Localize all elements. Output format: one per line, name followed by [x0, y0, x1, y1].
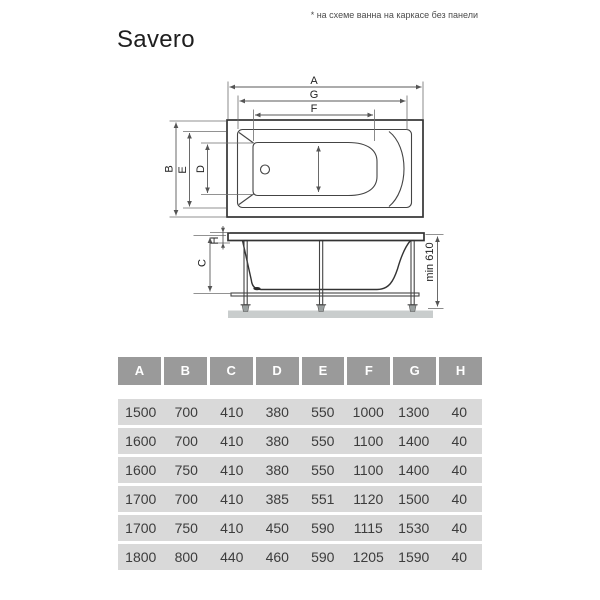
frame-bottom-bar: [231, 293, 419, 296]
table-cell: 40: [451, 520, 468, 536]
table-cell: 1590: [398, 549, 430, 565]
table-cell: 450: [265, 520, 289, 536]
table-cell: 700: [174, 491, 198, 507]
table-cell: 1530: [398, 520, 430, 536]
drain-fitting: [253, 287, 260, 290]
top-view: [164, 75, 424, 217]
table-cell: 550: [311, 433, 335, 449]
table-cell: 1400: [398, 433, 430, 449]
tub-basin: [253, 143, 377, 196]
table-row: [118, 457, 482, 483]
frame-foot: [408, 305, 418, 312]
table-cell: 380: [265, 404, 289, 420]
corner-chamfer-bottom: [239, 194, 254, 205]
table-cell: 440: [220, 549, 244, 565]
table-cell: 1600: [125, 433, 157, 449]
table-cell: 1300: [398, 404, 430, 420]
table-cell: 410: [220, 520, 244, 536]
tub-profile: [243, 241, 411, 290]
floor: [228, 311, 433, 319]
table-cell: 410: [220, 404, 244, 420]
frame-leg: [411, 241, 414, 305]
dim-label-h: H: [209, 236, 221, 245]
table-cell: 40: [451, 491, 468, 507]
table-cell: 590: [311, 520, 335, 536]
table-cell: 40: [451, 462, 468, 478]
table-header-cell: B: [164, 357, 207, 385]
dimensions-table: [118, 357, 482, 573]
table-cell: 385: [265, 491, 289, 507]
table-cell: 800: [174, 549, 198, 565]
product-title: Savero: [117, 26, 195, 53]
table-cell: 380: [265, 462, 289, 478]
table-header-cell: G: [393, 357, 436, 385]
table-cell: 1115: [353, 520, 383, 536]
table-cell: 1205: [352, 549, 384, 565]
table-row: [118, 486, 482, 512]
table-row: [118, 544, 482, 570]
dim-label-c: C: [196, 259, 209, 267]
side-view: [194, 226, 444, 318]
table-cell: 1700: [125, 491, 157, 507]
table-cell: 1500: [125, 404, 157, 420]
table-header-cell: F: [347, 357, 390, 385]
table-cell: 40: [451, 549, 468, 565]
table-header-cell: D: [256, 357, 299, 385]
table-cell: 1100: [353, 433, 384, 449]
table-cell: 40: [451, 404, 468, 420]
table-cell: 700: [174, 404, 198, 420]
dim-label-b: B: [163, 165, 176, 173]
frame-leg: [320, 241, 323, 305]
table-cell: 40: [451, 433, 468, 449]
table-header-cell: H: [439, 357, 482, 385]
dim-label-d: D: [195, 165, 207, 173]
corner-chamfer-top: [239, 133, 254, 144]
table-cell: 410: [220, 491, 244, 507]
arrow-down-icon: [221, 228, 225, 233]
table-header-cell: C: [210, 357, 253, 385]
table-cell: 1000: [352, 404, 384, 420]
technical-drawing: [150, 62, 460, 324]
table-cell: 1400: [398, 462, 430, 478]
table-row: [118, 399, 482, 425]
table-body: [118, 399, 482, 570]
table-cell: 1500: [398, 491, 430, 507]
tub-rim-bar: [228, 233, 424, 241]
table-cell: 380: [265, 433, 289, 449]
frame-leg: [244, 241, 247, 305]
frame-foot: [241, 305, 251, 312]
table-cell: 590: [311, 549, 335, 565]
table-cell: 750: [174, 462, 198, 478]
table-cell: 460: [265, 549, 289, 565]
table-cell: 410: [220, 462, 244, 478]
dim-label-f: F: [310, 103, 318, 115]
table-header-cell: A: [118, 357, 161, 385]
table-row: [118, 515, 482, 541]
footnote: * на схеме ванна на каркасе без панели: [310, 10, 478, 20]
table-cell: 1600: [125, 462, 157, 478]
table-cell: 1800: [125, 549, 157, 565]
dim-label-a: A: [310, 75, 318, 87]
table-header: [118, 357, 482, 385]
frame-foot: [316, 305, 326, 312]
table-cell: 750: [174, 520, 198, 536]
table-cell: 410: [220, 433, 244, 449]
arrow-up-icon: [221, 243, 225, 248]
table-cell: 1100: [353, 462, 384, 478]
backrest-curve: [389, 132, 404, 207]
dim-label-min-height: min 610: [424, 242, 436, 282]
table-cell: 551: [311, 491, 335, 507]
drain-hole: [261, 165, 270, 174]
table-cell: 1120: [353, 491, 384, 507]
table-row: [118, 428, 482, 454]
table-cell: 1700: [125, 520, 157, 536]
dim-label-g: G: [309, 89, 319, 101]
dim-label-e: E: [177, 166, 189, 174]
table-cell: 550: [311, 404, 335, 420]
table-header-cell: E: [302, 357, 345, 385]
table-cell: 550: [311, 462, 335, 478]
table-cell: 700: [174, 433, 198, 449]
